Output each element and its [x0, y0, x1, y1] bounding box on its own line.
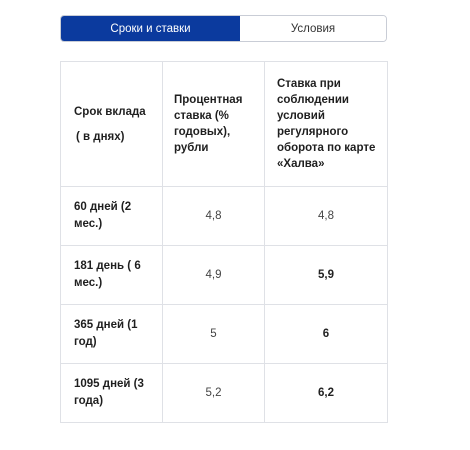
table-header-row	[61, 62, 388, 187]
header-term	[61, 62, 163, 187]
row-halva-rate: 4,8	[265, 187, 388, 246]
header-rate-label: Процентная ставка (% годовых), рубли	[174, 94, 243, 154]
rates-table	[60, 61, 388, 423]
row-rate: 4,8	[163, 187, 265, 246]
table-row	[61, 364, 388, 423]
row-halva-rate: 6,2	[265, 364, 388, 423]
row-halva-rate: 6	[265, 305, 388, 364]
table-row	[61, 246, 388, 305]
header-halva-rate-label: Ставка при соблюдении условий регулярного оборота по карте «Халва»	[277, 78, 376, 170]
row-term: 181 день ( 6 мес.)	[61, 246, 163, 305]
header-halva-rate	[265, 62, 388, 187]
table-row	[61, 305, 388, 364]
row-term: 1095 дней (3 года)	[61, 364, 163, 423]
header-rate	[163, 62, 265, 187]
row-rate: 5,2	[163, 364, 265, 423]
header-term-unit: ( в днях)	[76, 130, 125, 143]
row-term: 60 дней (2 мес.)	[61, 187, 163, 246]
header-term-label: Срок вклада	[74, 105, 146, 118]
tab-bar	[60, 15, 387, 42]
rates-table-container	[60, 61, 387, 424]
table-row	[61, 187, 388, 246]
row-rate: 4,9	[163, 246, 265, 305]
row-rate: 5	[163, 305, 265, 364]
tab-conditions[interactable]: Условия	[240, 16, 386, 41]
tab-terms-and-rates[interactable]: Сроки и ставки	[61, 16, 240, 41]
row-halva-rate: 5,9	[265, 246, 388, 305]
row-term: 365 дней (1 год)	[61, 305, 163, 364]
